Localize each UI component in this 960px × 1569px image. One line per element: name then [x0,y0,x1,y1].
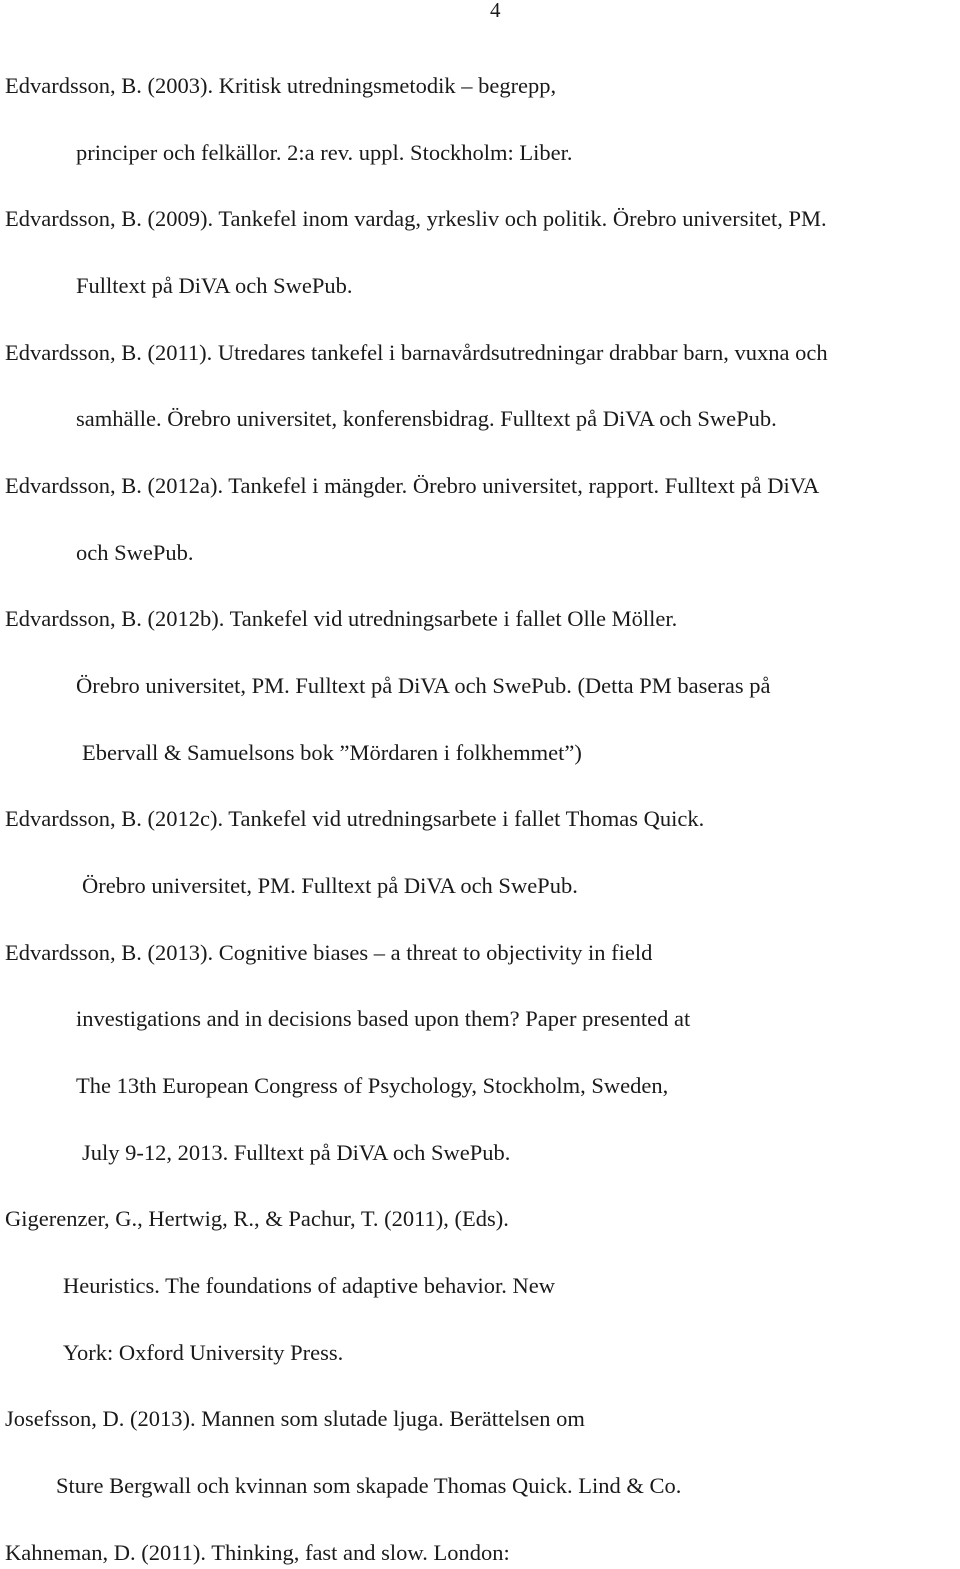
reference-line: Josefsson, D. (2013). Mannen som slutade ljuga. Berättelsen om [5,1406,585,1431]
reference-line: Sture Bergwall och kvinnan som skapade Thomas Quick. Lind & Co. [56,1473,682,1498]
reference-line: Örebro universitet, PM. Fulltext på DiVA och SwePub. (Detta PM baseras på [76,673,771,698]
reference-line: samhälle. Örebro universitet, konferensbidrag. Fulltext på DiVA och SwePub. [76,406,777,431]
reference-line: Edvardsson, B. (2012c). Tankefel vid utredningsarbete i fallet Thomas Quick. [5,806,705,831]
reference-line: och SwePub. [76,540,194,565]
reference-line: Edvardsson, B. (2011). Utredares tankefel i barnavårdsutredningar drabbar barn, vuxna och [5,340,828,365]
reference-line: Edvardsson, B. (2003). Kritisk utredningsmetodik – begrepp, [5,73,557,98]
reference-line: July 9-12, 2013. Fulltext på DiVA och SwePub. [82,1140,511,1165]
reference-line: Fulltext på DiVA och SwePub. [76,273,353,298]
reference-line: Örebro universitet, PM. Fulltext på DiVA och SwePub. [82,873,578,898]
reference-line: York: Oxford University Press. [63,1340,344,1365]
reference-line: Ebervall & Samuelsons bok ”Mördaren i folkhemmet”) [82,740,582,765]
reference-line: Kahneman, D. (2011). Thinking, fast and slow. London: [5,1540,510,1565]
reference-line: investigations and in decisions based upon them? Paper presented at [76,1006,691,1031]
reference-line: The 13th European Congress of Psychology, Stockholm, Sweden, [76,1073,669,1098]
reference-line: Edvardsson, B. (2013). Cognitive biases – a threat to objectivity in field [5,940,653,965]
page-number: 4 [490,0,501,22]
reference-line: principer och felkällor. 2:a rev. uppl. Stockholm: Liber. [76,140,573,165]
reference-line: Edvardsson, B. (2012b). Tankefel vid utredningsarbete i fallet Olle Möller. [5,606,678,631]
reference-line: Edvardsson, B. (2012a). Tankefel i mängder. Örebro universitet, rapport. Fulltext på DiVA [5,473,820,498]
reference-line: Gigerenzer, G., Hertwig, R., & Pachur, T. (2011), (Eds). [5,1206,509,1231]
reference-line: Heuristics. The foundations of adaptive behavior. New [63,1273,555,1298]
reference-line: Edvardsson, B. (2009). Tankefel inom vardag, yrkesliv och politik. Örebro universitet, PM. [5,206,827,231]
